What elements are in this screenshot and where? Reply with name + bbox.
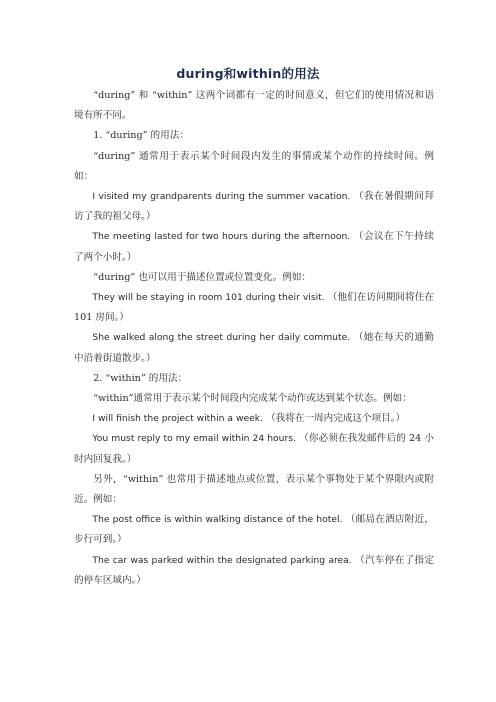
example-english: You must reply to my email within 24 hours. — [92, 433, 296, 445]
body-paragraph: 1. “during” 的用法： — [93, 130, 189, 142]
example-sentence — [74, 187, 434, 227]
example-sentence — [74, 288, 434, 328]
example-sentence — [74, 227, 434, 267]
example-english: The car was parked within the designated parking area. — [92, 554, 352, 566]
example-sentence — [74, 510, 434, 550]
example-english: The post office is within walking distance of the hotel. — [92, 514, 343, 526]
example-translation: （会议在下午持续了两个小时。） — [74, 231, 434, 263]
body-paragraph: “within”通常用于表示某个时间段内完成某个动作或达到某个状态。例如： — [93, 393, 412, 405]
example-translation: （我将在一周内完成这个项目。） — [263, 413, 406, 425]
example-translation: （她在每天的通勤中沿着街道散步。） — [74, 332, 434, 364]
example-sentence — [74, 328, 434, 368]
example-translation: （你必须在我发邮件后的 24 小时内回复我。） — [74, 433, 434, 465]
body-paragraph: “during” 通常用于表示某个时间段内发生的事情或某个动作的持续时间。例如： — [74, 150, 434, 182]
body-paragraph: 另外，“within” 也常用于描述地点或位置，表示某个事物处于某个界限内或附近。例如： — [74, 473, 434, 506]
document-body — [74, 86, 434, 591]
example-english: I will finish the project within a week. — [92, 413, 264, 425]
example-translation: （汽车停在了指定的停车区域内。） — [74, 554, 434, 586]
body-paragraph: “during” 也可以用于描述位置或位置变化。例如： — [93, 271, 312, 283]
example-translation: （邮局在酒店附近，步行可到。） — [74, 514, 434, 546]
body-paragraph: “during” 和 “within” 这两个词都有一定的时间意义，但它们的使用情况和语境有所不同。 — [74, 90, 434, 122]
example-translation: （我在暑假期间拜访了我的祖父母。） — [74, 191, 434, 223]
example-english: The meeting lasted for two hours during the afternoon. — [92, 231, 351, 243]
example-english: I visited my grandparents during the summer vacation. — [92, 191, 351, 203]
document-title: during和within的用法 — [176, 66, 320, 81]
example-english: She walked along the street during her daily commute. — [92, 332, 351, 344]
example-english: They will be staying in room 101 during their visit. — [92, 292, 325, 304]
example-sentence — [74, 409, 434, 429]
example-sentence — [74, 551, 434, 591]
example-sentence — [74, 429, 434, 469]
example-translation: （他们在访问期间将住在 101 房间。） — [74, 292, 434, 324]
body-paragraph: 2. “within” 的用法： — [93, 372, 188, 384]
